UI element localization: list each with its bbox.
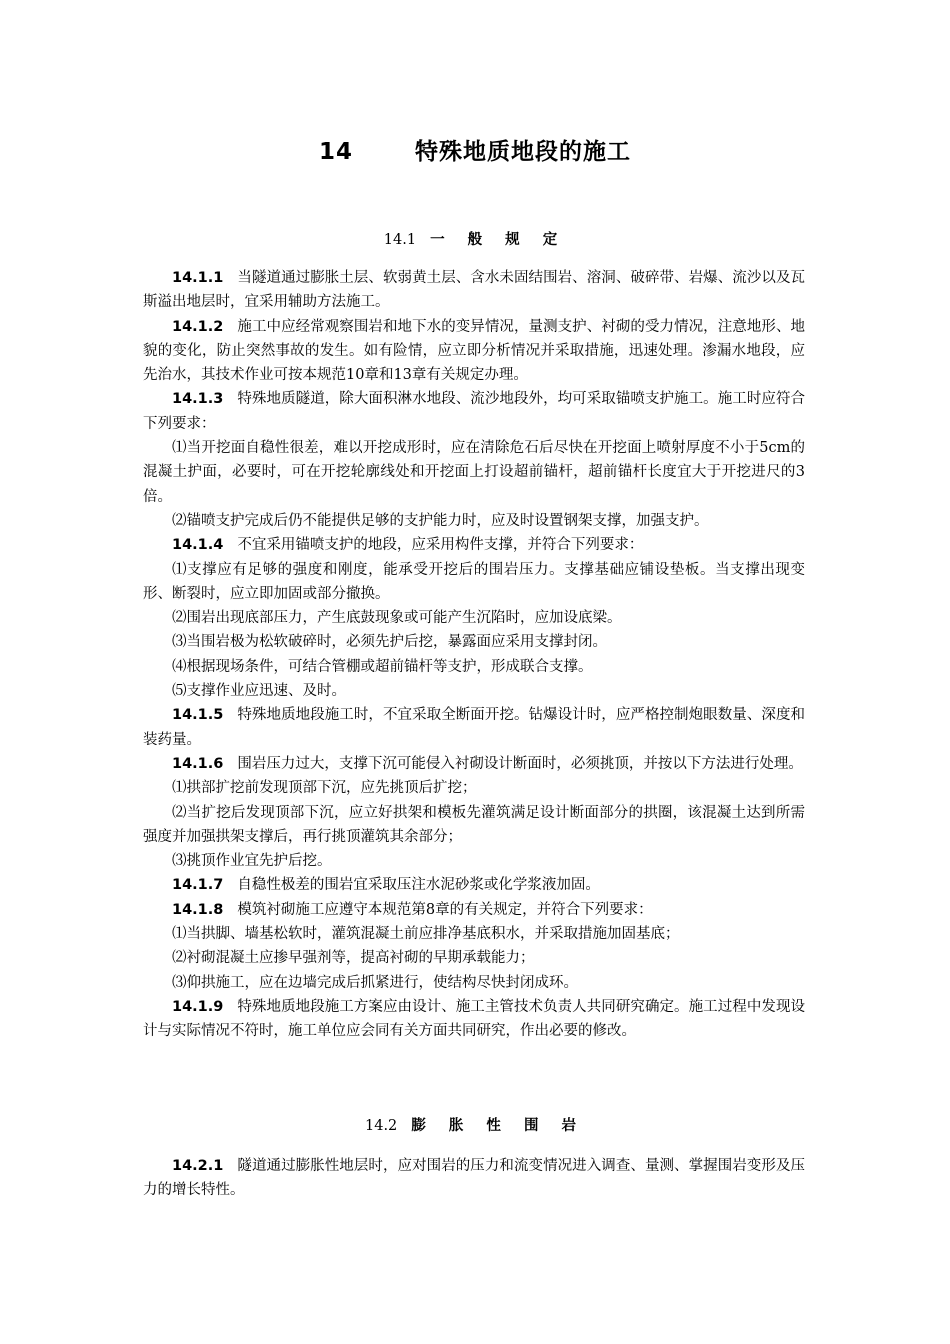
clause-number: 14.1.8: [172, 901, 224, 918]
list-item: [143, 558, 805, 607]
clause-paragraph: [143, 873, 805, 897]
clause-number: 14.1.6: [172, 755, 224, 772]
clause-number: 14.1.1: [172, 270, 224, 286]
clause-number: 14.1.2: [172, 318, 224, 335]
paragraph-text: ⑵衬砌混凝土应掺早强剂等，提高衬砌的早期承载能力；: [172, 950, 535, 967]
section-number: 14.2: [365, 1118, 398, 1134]
list-item: [143, 606, 805, 630]
paragraph-text: ⑴拱部扩挖前发现顶部下沉，应先挑顶后扩挖；: [172, 780, 477, 797]
list-item: [143, 849, 805, 873]
clause-number: 14.1.3: [172, 391, 224, 408]
section-number: 14.1: [383, 232, 417, 248]
clause-number: 14.1.5: [172, 707, 224, 724]
list-item: [143, 679, 805, 703]
clause-number: 14.1.7: [172, 877, 224, 894]
list-item: [143, 922, 805, 946]
chapter-number: 14: [318, 139, 353, 165]
clause-paragraph: [143, 898, 805, 922]
paragraph-text: 特殊地质隧道，除大面积淋水地段、流沙地段外，均可采取锚喷支护施工。施工时应符合下列要求：: [143, 391, 805, 432]
paragraph-text: ⑴支撑应有足够的强度和刚度，能承受开挖后的围岩压力。支撑基础应铺设垫板。当支撑出现变形、断裂时，应立即加固或部分撤换。: [143, 561, 805, 602]
paragraph-text: ⑶仰拱施工，应在边墙完成后抓紧进行，使结构尽快封闭成环。: [172, 974, 578, 991]
section-title-text: 膨 胀 性 围 岩: [411, 1118, 585, 1134]
clause-paragraph: [143, 533, 805, 557]
paragraph-text: ⑵当扩挖后发现顶部下沉，应立好拱架和模板先灌筑满足设计断面部分的拱圈，该混凝土达到所需强度并加强拱架支撑后，再行挑顶灌筑其余部分；: [143, 804, 805, 845]
paragraph-text: 模筑衬砌施工应遵守本规范第8章的有关规定，并符合下列要求：: [237, 901, 653, 918]
list-item: [143, 655, 805, 679]
clause-paragraph: [143, 1154, 805, 1203]
list-item: [143, 946, 805, 970]
section-body: [143, 266, 805, 1044]
list-item: [143, 630, 805, 654]
clause-paragraph: [143, 387, 805, 436]
paragraph-text: 隧道通过膨胀性地层时，应对围岩的压力和流变情况进入调查、量测、掌握围岩变形及压力的增长特性。: [143, 1158, 805, 1199]
paragraph-text: 特殊地质地段施工时，不宜采取全断面开挖。钻爆设计时，应严格控制炮眼数量、深度和装药量。: [143, 707, 805, 748]
paragraph-text: ⑴当拱脚、墙基松软时，灌筑混凝土前应排净基底积水，并采取措施加固基底；: [172, 926, 680, 943]
paragraph-text: ⑶当围岩极为松软破碎时，必须先护后挖，暴露面应采用支撑封闭。: [172, 634, 607, 651]
clause-number: 14.1.9: [172, 998, 224, 1015]
list-item: [143, 776, 805, 800]
paragraph-text: ⑸支撑作业应迅速、及时。: [172, 683, 346, 700]
paragraph-text: 不宜采用锚喷支护的地段，应采用构件支撑，并符合下列要求：: [237, 537, 644, 554]
chapter-title: [0, 133, 950, 166]
paragraph-text: 施工中应经常观察围岩和地下水的变异情况，量测支护、衬砌的受力情况，注意地形、地貌的变化，防止突然事故的发生。如有险情，应立即分析情况并采取措施，迅速处理。渗漏水地段，应先治水，其技术作业可按本规范10章和13章有关规定办理。: [143, 318, 805, 384]
list-item: [143, 971, 805, 995]
paragraph-text: ⑵锚喷支护完成后仍不能提供足够的支护能力时，应及时设置钢架支撑，加强支护。: [172, 512, 709, 529]
paragraph-text: 自稳性极差的围岩宜采取压注水泥砂浆或化学浆液加固。: [237, 877, 600, 894]
clause-paragraph: [143, 752, 805, 776]
clause-number: 14.1.4: [172, 537, 224, 554]
section-title: [0, 228, 950, 249]
section-body: [143, 1154, 805, 1203]
section-title-text: 一 般 规 定: [430, 232, 567, 248]
paragraph-text: ⑵围岩出现底部压力，产生底鼓现象或可能产生沉陷时，应加设底梁。: [172, 610, 622, 627]
paragraph-text: ⑶挑顶作业宜先护后挖。: [172, 853, 332, 870]
paragraph-text: 当隧道通过膨胀土层、软弱黄土层、含水未固结围岩、溶洞、破碎带、岩爆、流沙以及瓦斯溢出地层时，宜采用辅助方法施工。: [143, 270, 805, 311]
clause-number: 14.2.1: [172, 1158, 224, 1174]
paragraph-text: ⑴当开挖面自稳性很差，难以开挖成形时，应在清除危石后尽快在开挖面上喷射厚度不小于5cm的混凝土护面，必要时，可在开挖轮廓线处和开挖面上打设超前锚杆，超前锚杆长度宜大于开挖进尺的3倍。: [143, 440, 805, 505]
clause-paragraph: [143, 703, 805, 752]
clause-paragraph: [143, 995, 805, 1044]
clause-paragraph: [143, 315, 805, 388]
chapter-title-text: 特殊地质地段的施工: [415, 139, 631, 165]
paragraph-text: 特殊地质地段施工方案应由设计、施工主管技术负责人共同研究确定。施工过程中发现设计与实际情况不符时，施工单位应会同有关方面共同研究，作出必要的修改。: [143, 998, 805, 1040]
clause-paragraph: [143, 266, 805, 315]
list-item: [143, 801, 805, 850]
section-title: [0, 1114, 950, 1135]
paragraph-text: ⑷根据现场条件，可结合管棚或超前锚杆等支护，形成联合支撑。: [172, 658, 593, 675]
list-item: [143, 436, 805, 509]
list-item: [143, 509, 805, 533]
paragraph-text: 围岩压力过大，支撑下沉可能侵入衬砌设计断面时，必须挑顶，并按以下方法进行处理。: [237, 755, 803, 772]
